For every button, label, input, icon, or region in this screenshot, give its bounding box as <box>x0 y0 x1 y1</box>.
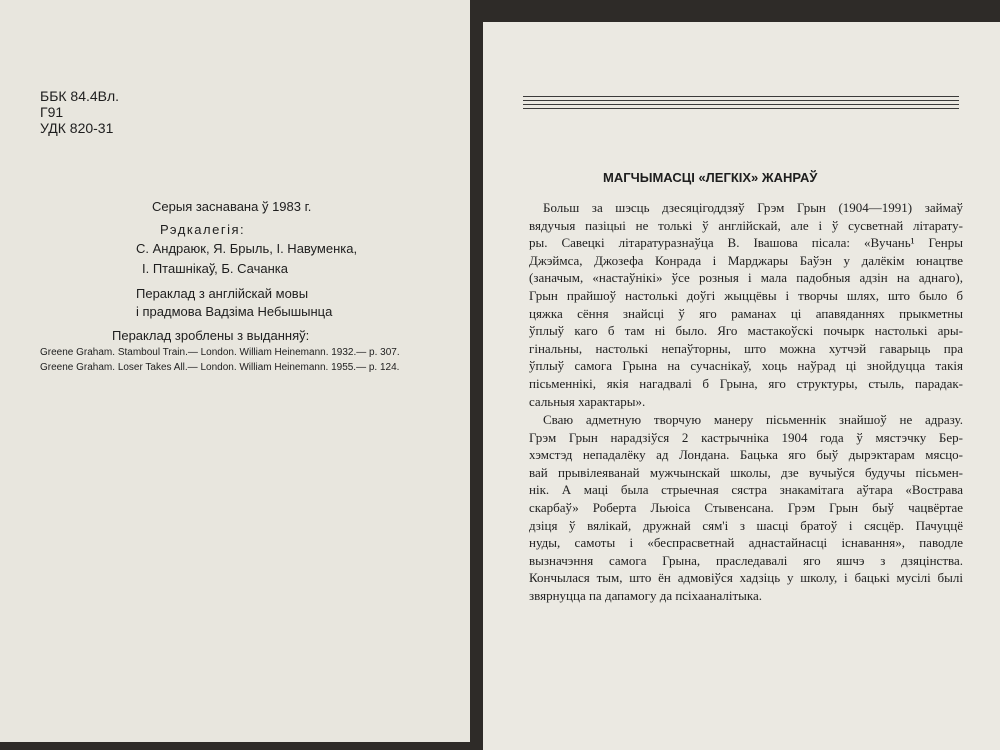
text-line: ўплыў каго б там ні было. Яго мастакоўскі почырк настолькі ары- <box>529 323 963 339</box>
header-rule-2 <box>523 100 959 101</box>
text-line: пісьменнікі, якія нагадвалі б Грына, яго структуры, стыль, парадак- <box>529 376 963 391</box>
text-line: скарбаў» Роберта Льюіса Стывенсана. Грэм Грын быў чацвёртае <box>529 500 963 515</box>
text-line: (заначым, «настаўнікі» ўсе розныя і мала падобныя адзін на аднаго), <box>529 270 963 286</box>
right-page <box>483 22 1000 750</box>
translation-line: і прадмова Вадзіма Небышынца <box>136 304 333 319</box>
header-rule-3 <box>523 104 959 105</box>
catalog-line: ББК 84.4Вл. <box>40 88 120 104</box>
header-rule-4 <box>523 108 959 109</box>
text-line: сальныя характары». <box>529 393 646 409</box>
source-edition-line: Greene Graham. Stamboul Train.— London. William Heinemann. 1932.— p. 307. <box>40 347 400 358</box>
text-line: вай прывілеяванай мужчынскай школы, дзе вучыўся будучы пісьмен- <box>529 464 963 480</box>
text-line: Грын прайшоў настолькі доўгі жыццёвы і творчы шлях, што было б <box>529 288 963 303</box>
text-line: Джэймса, Джозефа Конрада і Марджары Баўэн у далёкім юнацтве <box>529 252 963 268</box>
text-line: Сваю адметную творчую манеру пісьменнік знайшоў не адразу. <box>543 412 963 427</box>
text-line: ўплыў самога Грына на сучаснікаў, хоць наўрад ці знойдуцца такія <box>529 358 963 374</box>
text-line: хэмстэд непадалёку ад Лондана. Бацька яго быў дырэктарам мясцо- <box>529 447 963 463</box>
translation-line: Пераклад з англійскай мовы <box>136 286 309 301</box>
text-line: нуды, самоты і «беспрасветнай аднастайнасці існавання», паводле <box>529 535 963 551</box>
text-line: Больш за шэсць дзесяцігоддзяў Грэм Грын (1904—1991) займаў <box>543 200 963 215</box>
source-edition-line: Greene Graham. Loser Takes All.— London. William Heinemann. 1955.— p. 124. <box>40 362 400 373</box>
text-line: гінальны, настолькі непаўторны, што можна хутчэй гаварыць пра <box>529 340 963 356</box>
source-title: Пераклад зроблены з выданняў: <box>112 328 310 343</box>
editorial-board-line: І. Пташнікаў, Б. Сачанка <box>142 261 288 276</box>
header-rule-1 <box>523 96 959 97</box>
series-note: Серыя заснавана ў 1983 г. <box>152 199 312 214</box>
text-line: вядучыя пазіцыі не толькі ў англійскай, але і ў сусветнай літарату- <box>529 217 963 233</box>
text-line: ры. Савецкі літаратуразнаўца В. Івашова пісала: «Вучань¹ Генры <box>529 235 963 251</box>
text-line: звярнуцца па дапамогу да псіхааналітыка. <box>529 588 763 603</box>
text-line: нік. А маці была стрыечная сястра знакамітага аўтара «Вострава <box>529 482 963 498</box>
catalog-line: Г91 <box>40 104 64 120</box>
text-line: дзіця ў вялікай, дружнай сям'і з шасці братоў і сясцёр. Пачуццё <box>529 517 963 533</box>
catalog-line: УДК 820-31 <box>40 120 114 136</box>
text-line: цяжка сёння знайсці ў яго раманах ці апавяданнях прыкметны <box>529 305 963 321</box>
text-line: вызначэння самога Грына, праследавалі яго яшчэ з дзяцінства. <box>529 552 963 568</box>
chapter-title: МАГЧЫМАСЦІ «ЛЕГКІХ» ЖАНРАЎ <box>603 170 818 185</box>
text-line: Грэм Грын нарадзіўся 2 кастрычніка 1904 года ў мястэчку Бер- <box>529 429 963 445</box>
left-page <box>0 0 470 742</box>
text-line: Кончылася тым, што ён адмовіўся хадзіць у школу, і бацькі мусілі былі <box>529 570 963 586</box>
editorial-board-line: С. Андраюк, Я. Брыль, І. Навуменка, <box>136 241 358 256</box>
editorial-board-title: Рэдкалегія: <box>160 222 246 237</box>
